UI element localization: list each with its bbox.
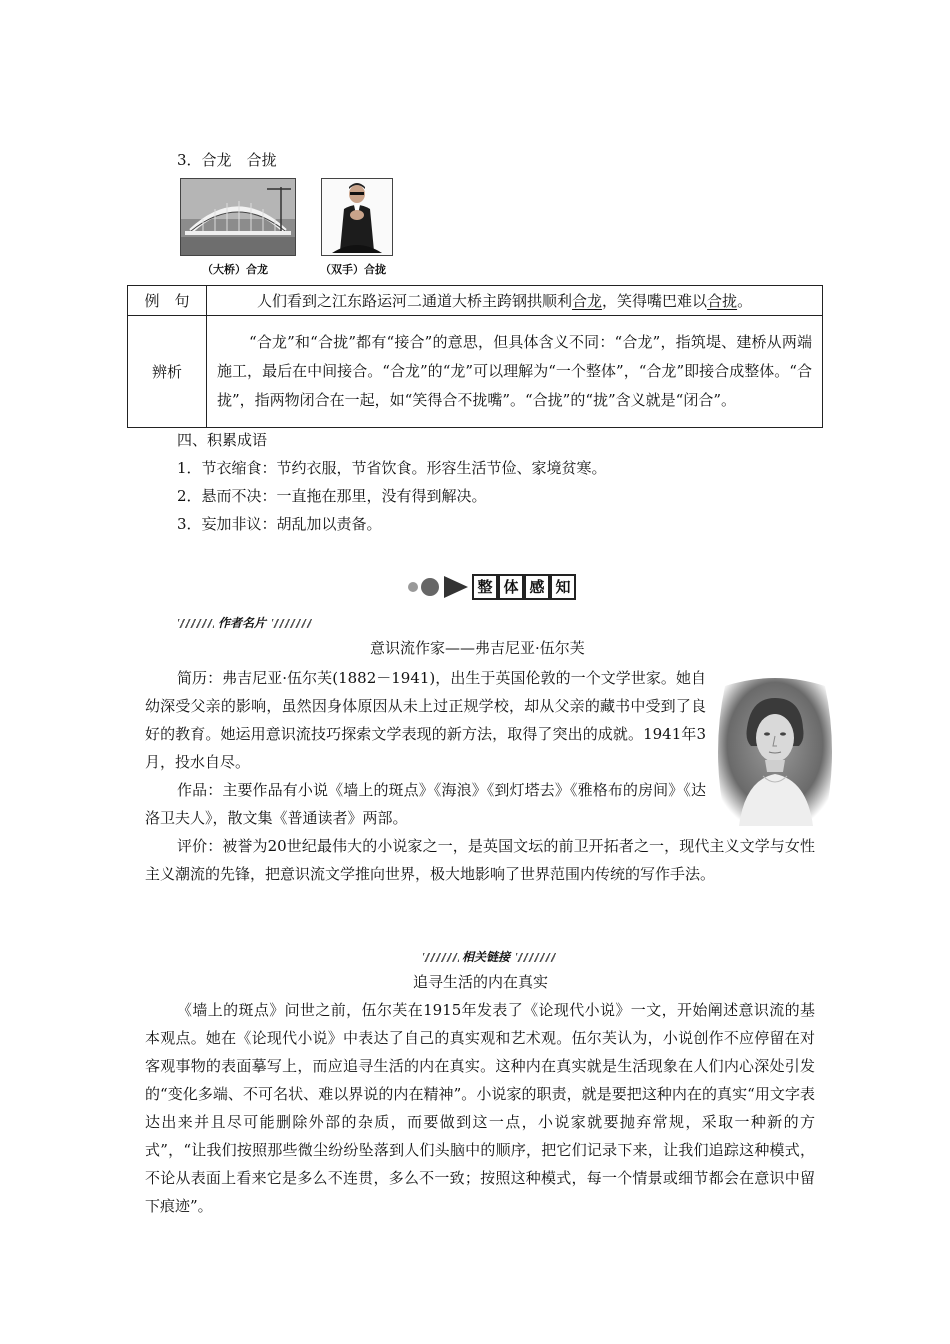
author-bio: 简历：弗吉尼亚·伍尔芙(1882－1941)，出生于英国伦敦的一个文学世家。她自幼深受父亲的影响，虽然因身体原因从未上过正规学校，却从父亲的藏书中受到了良好的教育。她运用意识流技巧探索文学表现的新方法，取得了突出的成就。1941年3月，投水自尽。 [145, 669, 706, 771]
example-middle: ，笑得嘴巴难以 [602, 291, 708, 310]
section4-heading: 四、积累成语 [177, 431, 268, 449]
example-label: 例 句 [128, 286, 207, 316]
example-word-helong: 合龙 [572, 291, 603, 310]
example-after: 。 [737, 291, 753, 310]
example-sentence [207, 286, 823, 316]
example-word-helong2: 合拢 [707, 291, 738, 310]
analysis-row [128, 316, 823, 428]
example-row [128, 286, 823, 316]
author-title: 意识流作家——弗吉尼亚·伍尔芙 [370, 639, 585, 657]
idiom-item-1: 1．节衣缩食：节约衣服，节省饮食。形容生活节俭、家境贫寒。 [177, 459, 607, 477]
author-tag-hatch-right [272, 619, 312, 628]
banner-char-1: 整 [472, 574, 498, 600]
bridge-image [180, 178, 296, 256]
related-tag-hatch-left [423, 953, 459, 962]
idiom-item-2: 2．悬而不决：一直拖在那里，没有得到解决。 [177, 487, 487, 505]
author-works: 作品：主要作品有小说《墙上的斑点》《海浪》《到灯塔去》《雅格布的房间》《达洛卫夫人》，散文集《普通读者》两部。 [145, 781, 706, 827]
author-tag-hatch-left [178, 619, 214, 628]
banner-arrow-icon [406, 572, 474, 602]
idiom-item-3: 3．妄加非议：胡乱加以责备。 [177, 515, 382, 533]
related-title: 追寻生活的内在真实 [413, 973, 549, 991]
analysis-label: 辨析 [128, 316, 207, 428]
banner-char-2: 体 [498, 574, 524, 600]
analysis-text: “合龙”和“合拢”都有“接合”的意思，但具体含义不同：“合龙”，指筑堤、建桥从两端施工，最后在中间接合。“合龙”的“龙”可以理解为“一个整体”，“合龙”即接合成整体。“合拢”，指两物闭合在一起，如“笑得合不拢嘴”。“合拢”的“拢”含义就是“闭合”。 [217, 333, 812, 409]
banner-char-4: 知 [550, 574, 576, 600]
example-before: 人们看到之江东路运河二通道大桥主跨钢拱顺利 [257, 291, 573, 310]
comparison-table [127, 285, 823, 428]
author-evaluation: 评价：被誉为20世纪最伟大的小说家之一，是英国文坛的前卫开拓者之一，现代主义文学与女性主义潮流的先锋，把意识流文学推向世界，极大地影响了世界范围内传统的写作手法。 [145, 837, 815, 883]
author-tag: 作者名片 [218, 616, 267, 630]
man-clasped-hands-image [321, 178, 393, 256]
banner-char-3: 感 [524, 574, 550, 600]
section3-heading: 3．合龙 合拢 [177, 151, 277, 169]
related-tag-hatch-right [516, 953, 556, 962]
related-tag: 相关链接 [462, 950, 511, 964]
section-banner [406, 572, 576, 602]
author-portrait [717, 676, 833, 828]
bridge-caption: （大桥）合龙 [202, 263, 268, 276]
related-text: 《墙上的斑点》问世之前，伍尔芙在1915年发表了《论现代小说》一文，开始阐述意识流的基本观点。她在《论现代小说》中表达了自己的真实观和艺术观。伍尔芙认为，小说创作不应停留在对客观事物的表面摹写上，而应追寻生活的内在真实。这种内在真实就是生活现象在人们内心深处引发的“变化多端、不可名状、难以界说的内在精神”。小说家的职责，就是要把这种内在的真实“用文字表达出来并且尽可能删除外部的杂质，而要做到这一点，小说家就要抛弃常规，采取一种新的方式”，“让我们按照那些微尘纷纷坠落到人们头脑中的顺序，把它们记录下来，让我们追踪这种模式，不论从表面上看来它是多么不连贯，多么不一致；按照这种模式，每一个情景或细节都会在意识中留下痕迹”。 [145, 1001, 815, 1215]
man-caption: （双手）合拢 [320, 263, 386, 276]
analysis-cell [207, 316, 823, 428]
